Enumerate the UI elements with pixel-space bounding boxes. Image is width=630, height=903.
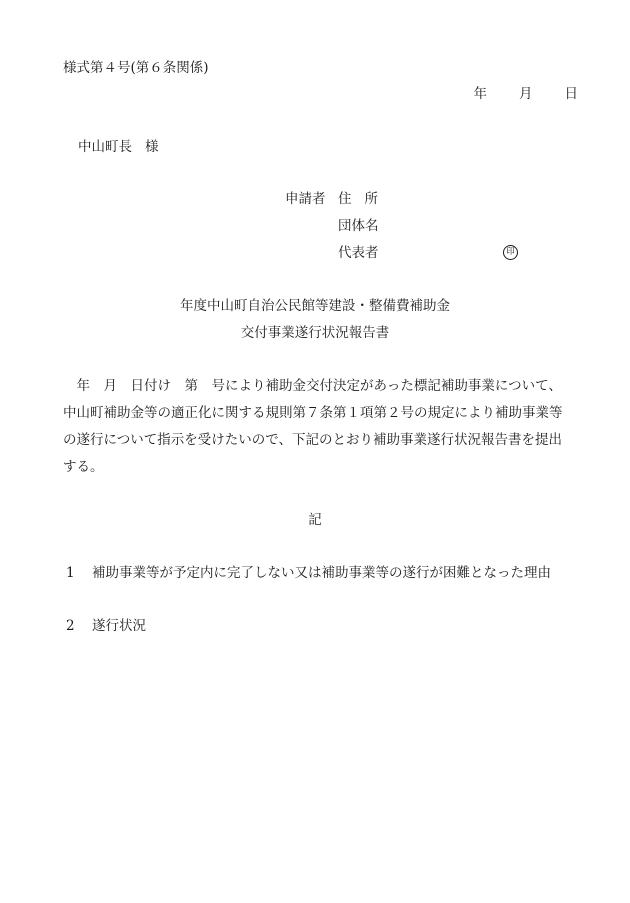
form-number: 様式第４号(第６条関係)	[63, 60, 209, 76]
addressee	[78, 141, 159, 155]
document-title-line1: 年度中山町自治公民館等建設・整備費補助金	[180, 298, 450, 314]
address-char-2: 所	[364, 191, 378, 207]
date-day: 日	[564, 86, 578, 102]
addressee-name: 中山町長	[78, 139, 132, 155]
ki-heading: 記	[308, 512, 322, 528]
applicant-label: 申請者	[285, 191, 326, 207]
date-month: 月	[519, 86, 533, 102]
field-organization-label: 団体名	[338, 218, 379, 234]
field-address-label	[338, 193, 378, 207]
addressee-honorific: 様	[145, 139, 159, 155]
body-line: の遂行について指示を受けたいので、下記のとおり補助事業遂行状況報告書を提出	[63, 432, 562, 448]
seal-icon: 印	[503, 245, 518, 260]
body-line: する。	[63, 459, 104, 475]
body-line: 中山町補助金等の適正化に関する規則第７条第１項第２号の規定により補助事業等	[63, 405, 563, 421]
date-year: 年	[473, 86, 487, 102]
document-title-line2: 交付事業遂行状況報告書	[240, 325, 390, 341]
item-2	[66, 620, 146, 634]
address-char-1: 住	[338, 191, 352, 207]
item-1	[66, 567, 551, 581]
item-number: 2	[66, 618, 75, 634]
body-line: 年 月 日付け 第 号により補助金交付決定があった標記補助事業について、	[63, 378, 562, 394]
item-text: 補助事業等が予定内に完了しない又は補助事業等の遂行が困難となった理由	[92, 565, 551, 581]
item-text: 遂行状況	[92, 618, 146, 634]
body-paragraph	[63, 380, 585, 488]
item-number: 1	[66, 565, 75, 581]
field-representative-label: 代表者	[338, 245, 379, 261]
date-row	[474, 88, 579, 102]
